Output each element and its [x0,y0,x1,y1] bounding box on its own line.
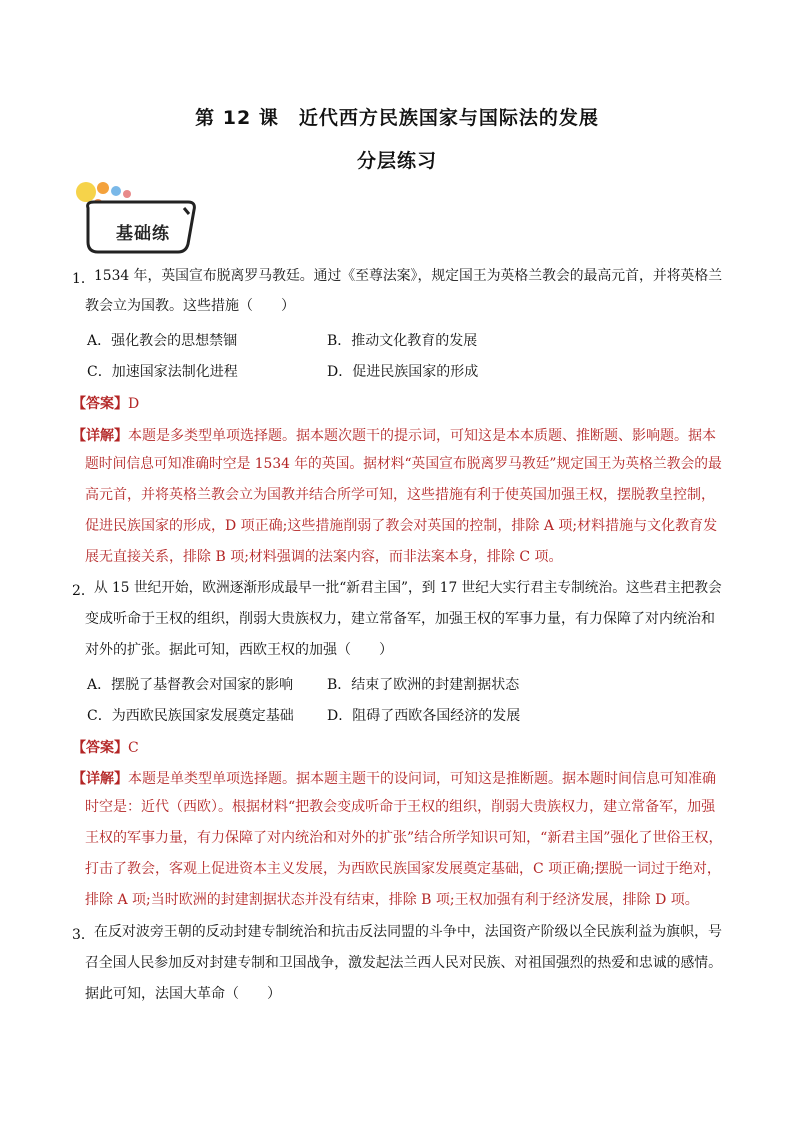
page-subtitle: 分层练习 [356,150,437,172]
answer-value: C [128,740,139,756]
detail-text: 展无直接关系，排除 B 项;材料强调的法案内容，而非法案本身，排除 C 项。 [85,549,563,565]
question-text-line: 在反对波旁王朝的反动封建专制统治和抗击反法同盟的斗争中，法国资产阶级以全民族利益为旗帜，号 [94,924,722,940]
answer-tag: 【答案】 [72,396,128,412]
option-a: A．摆脱了基督教会对国家的影响 [87,677,294,693]
answer-line [72,737,139,757]
detail-line [72,425,716,445]
option-b: B．推动文化教育的发展 [327,333,478,349]
question-number: 3． [72,927,95,943]
question-text-line: 据此可知，法国大革命（ ） [85,986,281,1002]
question-text-line: 变成听命于王权的组织，削弱大贵族权力，建立常备军，加强王权的军事力量，有力保障了对内统治和 [85,611,715,627]
option-c: C．为西欧民族国家发展奠定基础 [87,708,294,724]
question-text-line: 对外的扩张。据此可知，西欧王权的加强（ ） [85,642,393,658]
question-number: 2． [72,583,95,599]
detail-text: 打击了教会，客观上促进资本主义发展，为西欧民族国家发展奠定基础，C 项正确;摆脱一词过于绝对， [85,861,721,877]
answer-tag: 【答案】 [72,740,128,756]
section-badge-graphic [72,178,197,256]
section-badge-label: 基础练 [116,224,170,244]
detail-text: 高元首，并将英格兰教会立为国教并结合所学可知，这些措施有利于使英国加强王权，摆脱教皇控制， [85,487,715,503]
detail-tag: 【详解】 [72,771,128,787]
option-b: B．结束了欧洲的封建割据状态 [327,677,520,693]
detail-text: 本题是多类型单项选择题。据本题次题干的提示词，可知这是本本质题、推断题、影响题。据本 [128,428,716,444]
question-text-line: 1534 年，英国宣布脱离罗马教廷。通过《至尊法案》，规定国王为英格兰教会的最高元首，并将英格兰 [94,268,723,284]
page-title: 第 12 课 近代西方民族国家与国际法的发展 [195,107,599,129]
question-text-line: 召全国人民参加反对封建专制和卫国战争，激发起法兰西人民对民族、对祖国强烈的热爱和忠诚的感情。 [85,955,722,971]
detail-text: 促进民族国家的形成，D 项正确;这些措施削弱了教会对英国的控制，排除 A 项;材料措施与文化教育发 [85,518,718,534]
detail-line [72,768,716,788]
answer-value: D [128,396,140,412]
detail-text: 时空是：近代（西欧）。根据材料“把教会变成听命于王权的组织，削弱大贵族权力，建立常备军，加强 [85,799,716,815]
option-d: D．促进民族国家的形成 [327,364,479,380]
detail-text: 排除 A 项;当时欧洲的封建割据状态并没有结束，排除 B 项;王权加强有利于经济发展，排除 D 项。 [85,892,699,908]
question-text-line: 教会立为国教。这些措施（ ） [85,298,295,314]
answer-line [72,393,139,413]
option-c: C．加速国家法制化进程 [87,364,238,380]
question-text-line: 从 15 世纪开始，欧洲逐渐形成最早一批“新君主国”，到 17 世纪大实行君主专制统治。这些君主把教会 [94,580,722,596]
detail-text: 王权的军事力量，有力保障了对内统治和对外的扩张”结合所学知识可知，“新君主国”强化了世俗王权， [85,830,723,846]
detail-tag: 【详解】 [72,428,128,444]
question-number: 1． [72,271,95,287]
detail-text: 题时间信息可知准确时空是 1534 年的英国。据材料“英国宣布脱离罗马教廷”规定国王为英格兰教会的最 [85,456,722,472]
option-a: A．强化教会的思想禁锢 [87,333,238,349]
option-d: D．阻碍了西欧各国经济的发展 [327,708,521,724]
detail-text: 本题是单类型单项选择题。据本题主题干的设问词，可知这是推断题。据本题时间信息可知准确 [128,771,716,787]
